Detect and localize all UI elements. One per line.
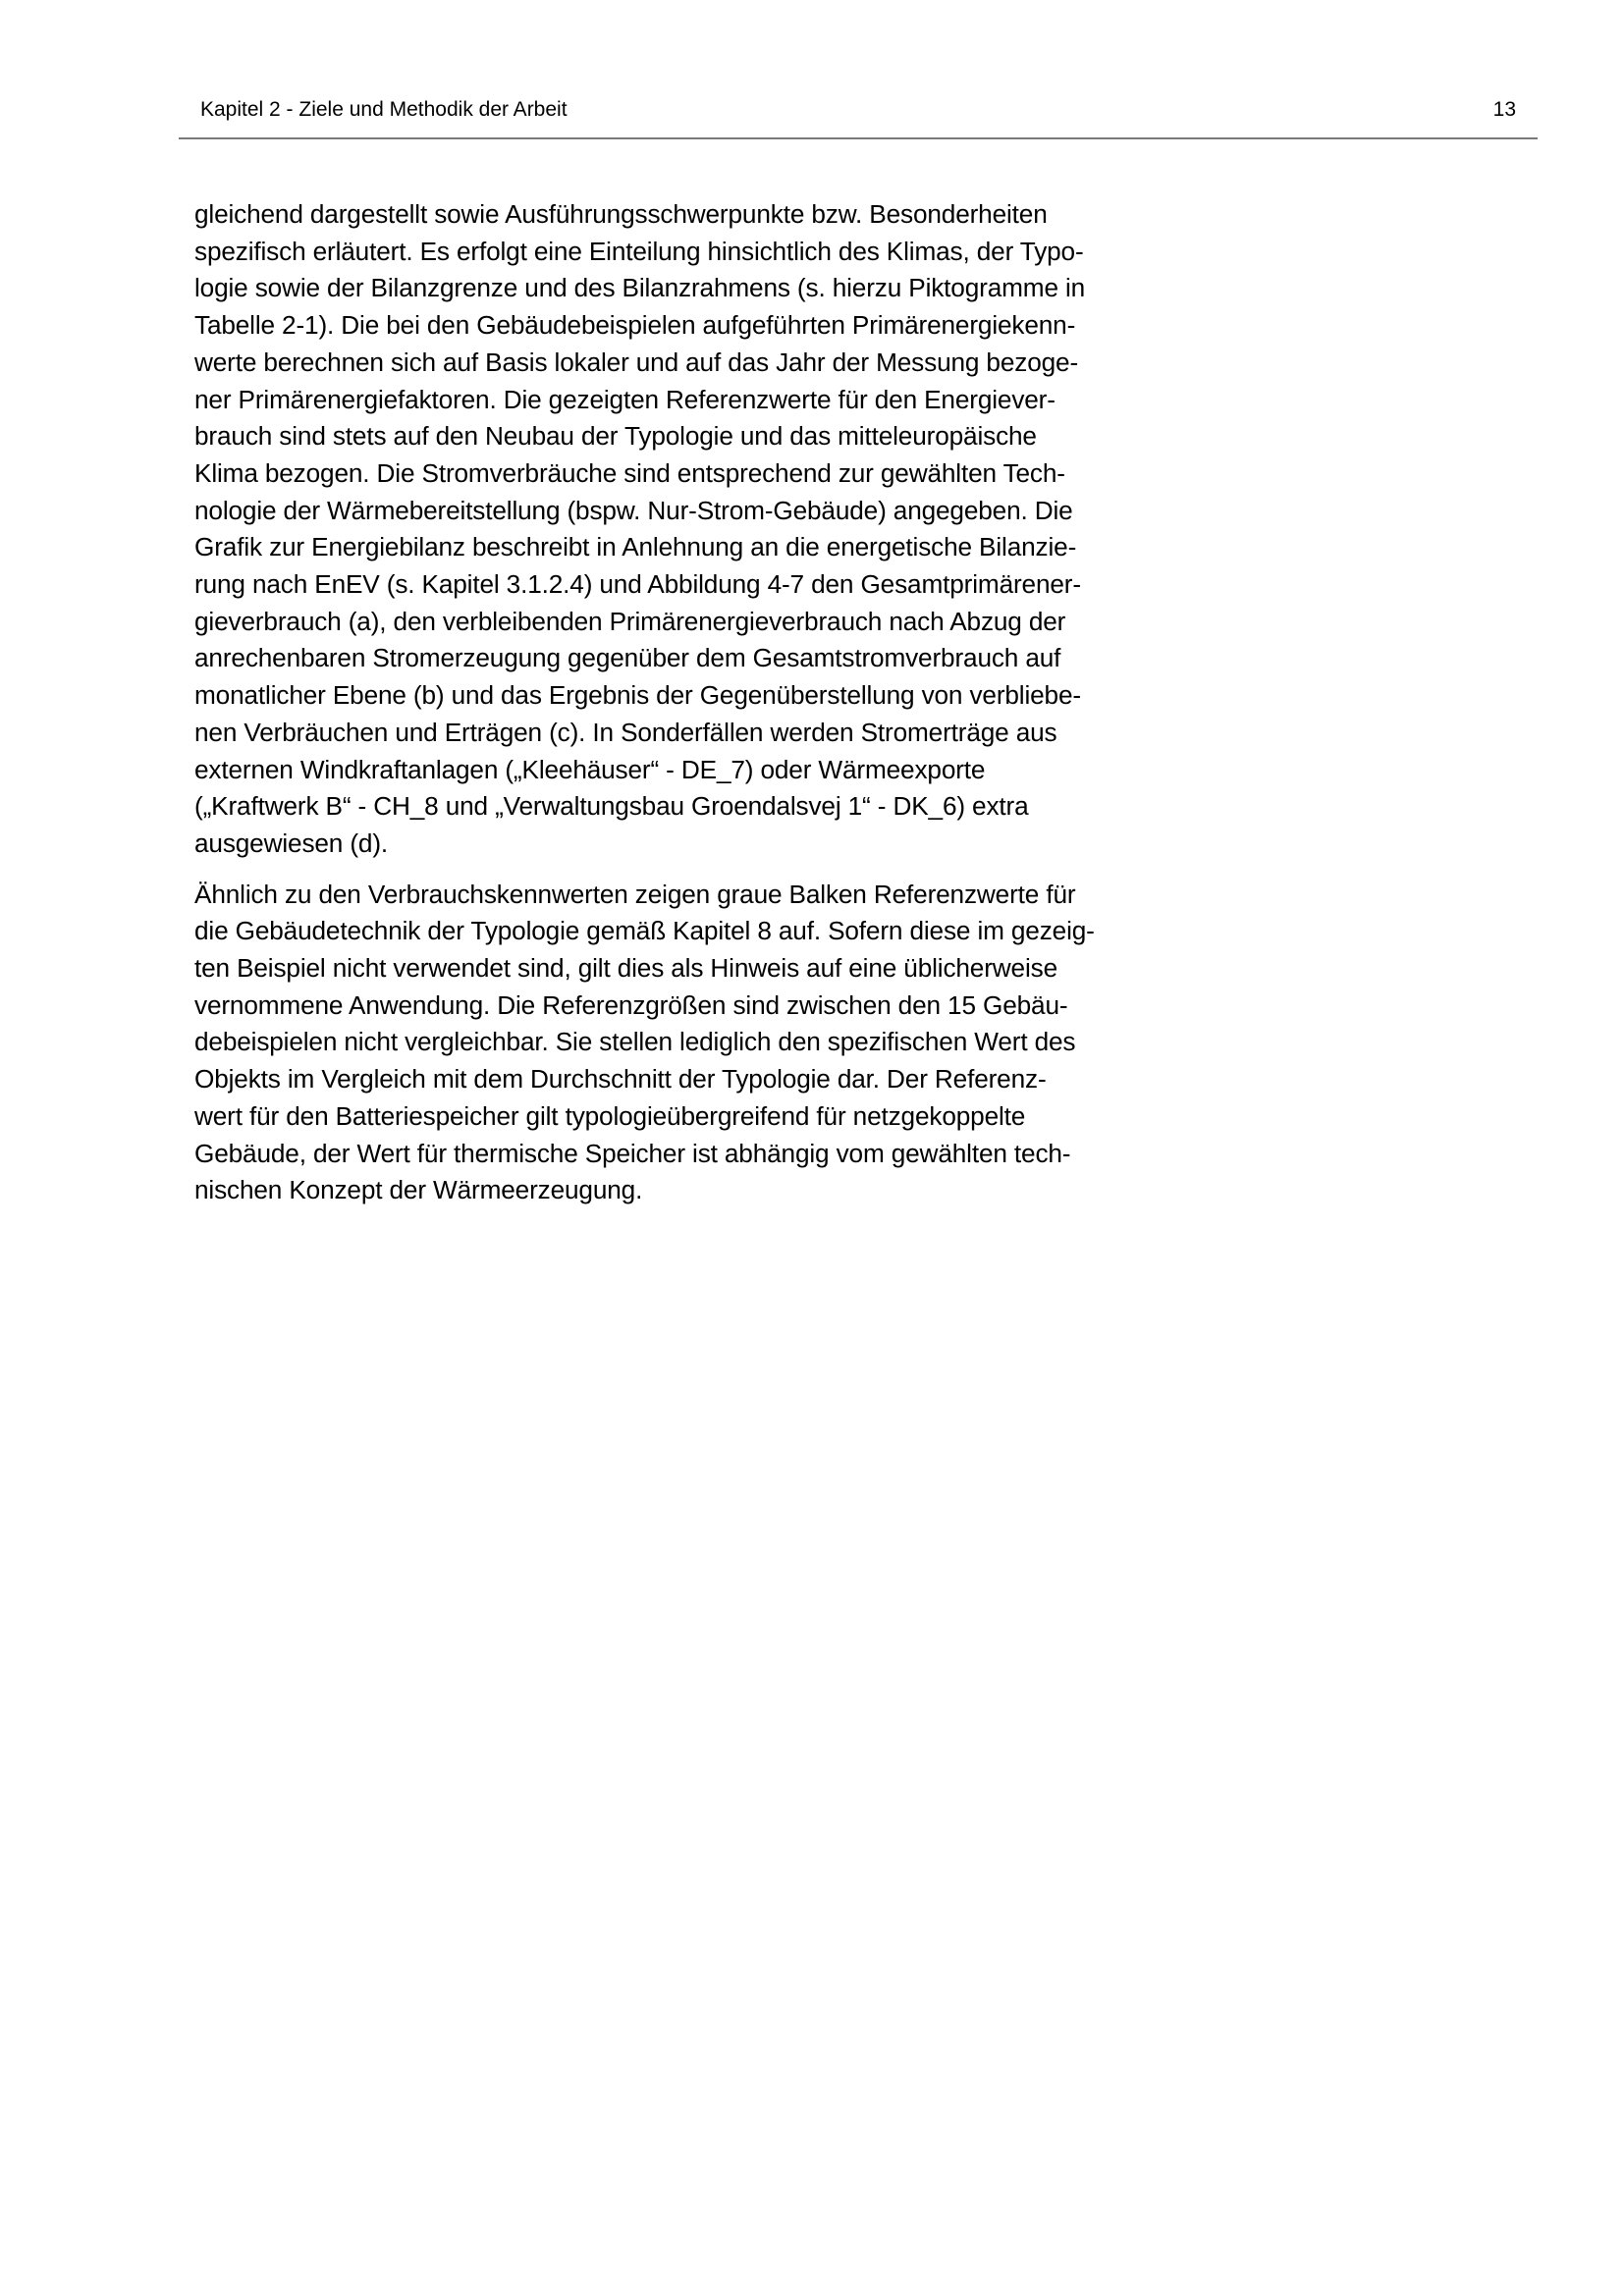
text-line: gleichend dargestellt sowie Ausführungsschwerpunkte bzw. Besonderheiten — [194, 199, 1048, 229]
paragraph-2 — [194, 877, 1176, 1209]
text-line: die Gebäudetechnik der Typologie gemäß Kapitel 8 auf. Sofern diese im gezeig- — [194, 916, 1095, 946]
text-line: vernommene Anwendung. Die Referenzgrößen sind zwischen den 15 Gebäu- — [194, 989, 1068, 1020]
text-line: debeispielen nicht vergleichbar. Sie stellen lediglich den spezifischen Wert des — [194, 1027, 1076, 1057]
text-line: Objekts im Vergleich mit dem Durchschnitt der Typologie dar. Der Referenz- — [194, 1064, 1047, 1095]
text-line: nischen Konzept der Wärmeerzeugung. — [194, 1175, 643, 1205]
text-line: monatlicher Ebene (b) und das Ergebnis der Gegenüberstellung von verbliebe- — [194, 680, 1081, 711]
page-number: 13 — [1492, 98, 1516, 121]
paragraph-1 — [194, 196, 1176, 863]
text-line: anrechenbaren Stromerzeugung gegenüber dem Gesamtstromverbrauch auf — [194, 643, 1061, 673]
text-line: logie sowie der Bilanzgrenze und des Bilanzrahmens (s. hierzu Piktogramme in — [194, 273, 1086, 303]
text-line: Ähnlich zu den Verbrauchskennwerten zeigen graue Balken Referenzwerte für — [194, 879, 1076, 909]
text-line: wert für den Batteriespeicher gilt typologieübergreifend für netzgekoppelte — [194, 1100, 1026, 1131]
text-line: Tabelle 2-1). Die bei den Gebäudebeispielen aufgeführten Primärenergiekenn- — [194, 310, 1076, 341]
running-header-title: Kapitel 2 - Ziele und Methodik der Arbeit — [200, 98, 568, 121]
text-line: gieverbrauch (a), den verbleibenden Primärenergieverbrauch nach Abzug der — [194, 606, 1066, 636]
text-line: („Kraftwerk B“ - CH_8 und „Verwaltungsbau Groendalsvej 1“ - DK_6) extra — [194, 791, 1029, 822]
text-line: nen Verbräuchen und Erträgen (c). In Sonderfällen werden Stromerträge aus — [194, 717, 1057, 747]
text-line: werte berechnen sich auf Basis lokaler und auf das Jahr der Messung bezoge- — [194, 347, 1079, 377]
text-line: ausgewiesen (d). — [194, 828, 389, 858]
body-text — [194, 196, 1176, 1209]
text-line: Grafik zur Energiebilanz beschreibt in Anlehnung an die energetische Bilanzie- — [194, 532, 1077, 562]
text-line: rung nach EnEV (s. Kapitel 3.1.2.4) und Abbildung 4-7 den Gesamtprimärener- — [194, 569, 1081, 600]
text-line: externen Windkraftanlagen („Kleehäuser“ - DE_7) oder Wärmeexporte — [194, 754, 986, 784]
text-line: ten Beispiel nicht verwendet sind, gilt dies als Hinweis auf eine üblicherweise — [194, 953, 1057, 984]
text-line: Gebäude, der Wert für thermische Speicher ist abhängig vom gewählten tech- — [194, 1138, 1071, 1168]
text-line: nologie der Wärmebereitstellung (bspw. Nur-Strom-Gebäude) angegeben. Die — [194, 495, 1073, 525]
page-header — [179, 94, 1538, 139]
text-line: brauch sind stets auf den Neubau der Typologie und das mitteleuropäische — [194, 421, 1037, 452]
text-line: ner Primärenergiefaktoren. Die gezeigten Referenzwerte für den Energiever- — [194, 384, 1056, 414]
text-line: spezifisch erläutert. Es erfolgt eine Einteilung hinsichtlich des Klimas, der Typo- — [194, 236, 1084, 266]
text-line: Klima bezogen. Die Stromverbräuche sind entsprechend zur gewählten Tech- — [194, 457, 1065, 488]
